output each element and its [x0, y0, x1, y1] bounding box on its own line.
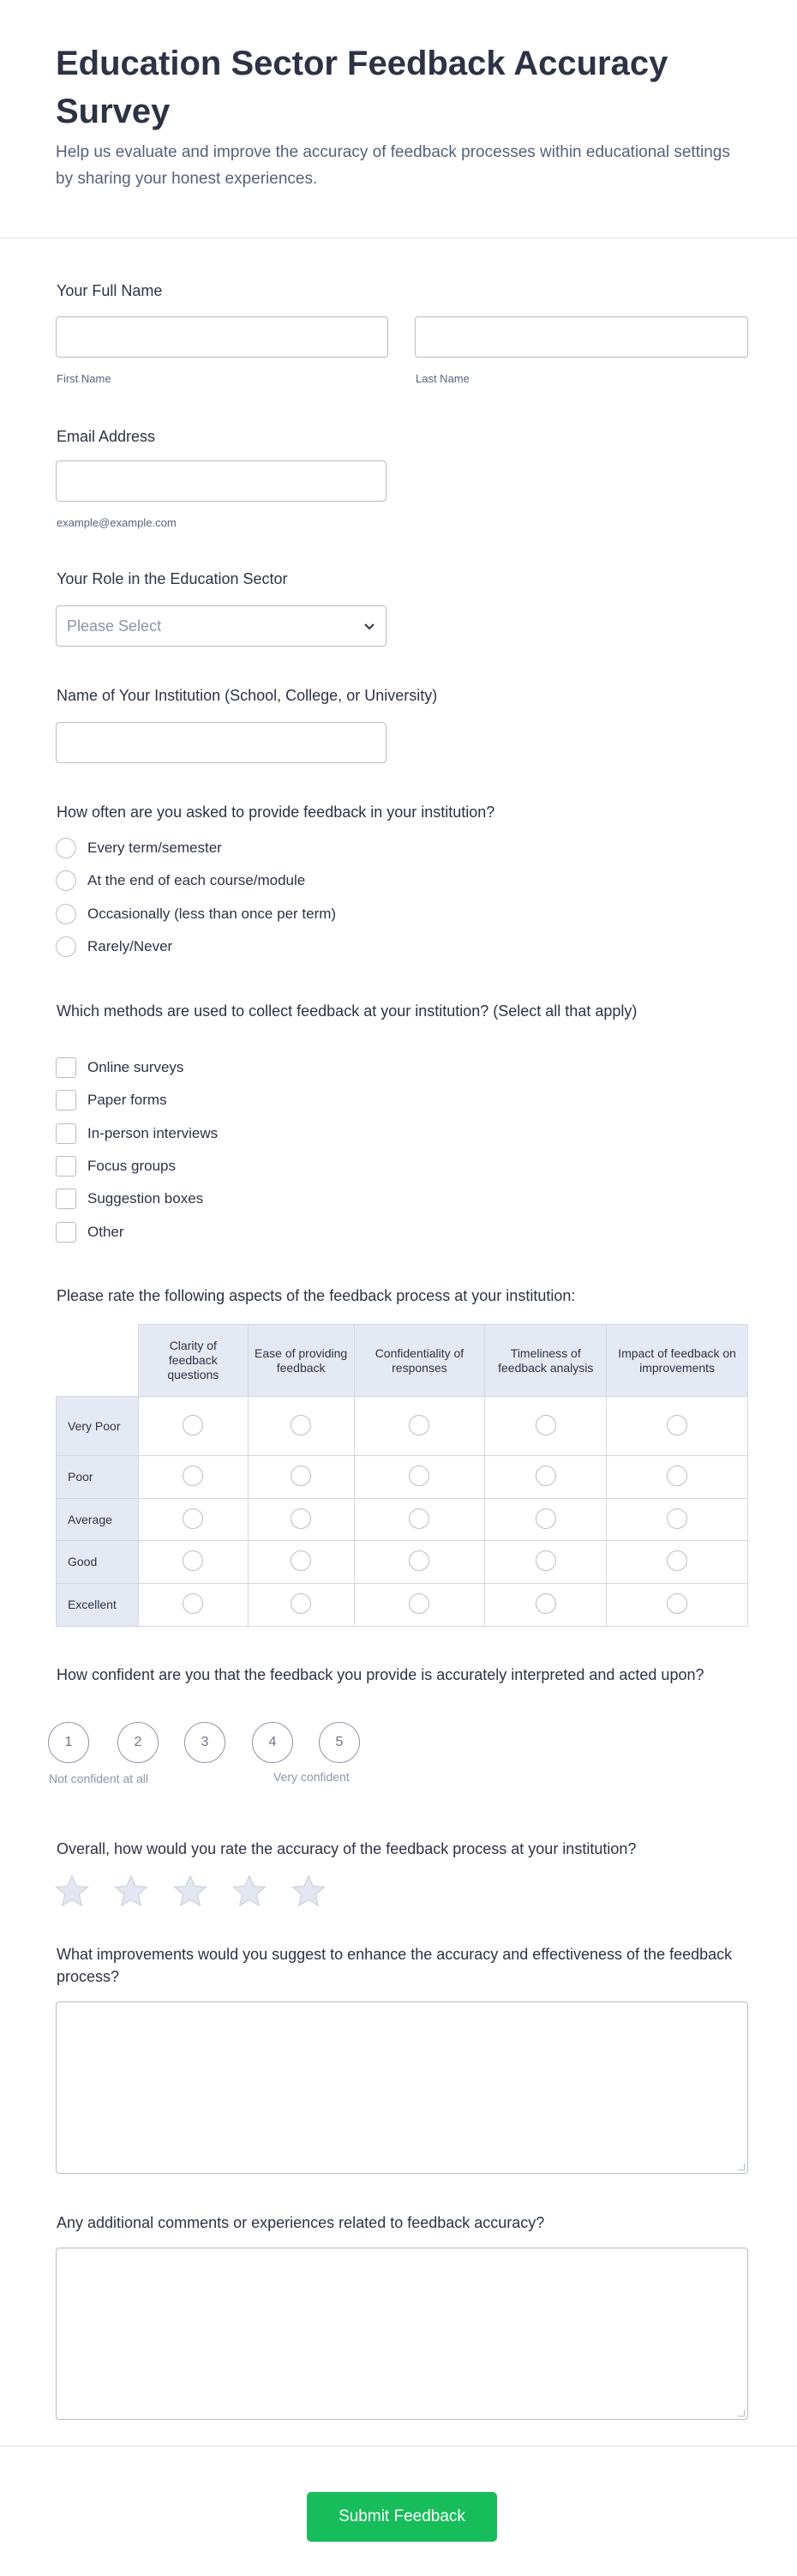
matrix-column-header: Confidentiality of responses: [354, 1325, 485, 1397]
page-subtitle: Help us evaluate and improve the accuracy of feedback processes within educational settings by sharing your honest experiences.: [56, 143, 730, 188]
first-name-sublabel: First Name: [57, 372, 111, 385]
matrix-cell[interactable]: [248, 1499, 354, 1541]
star-icon[interactable]: [173, 1875, 207, 1907]
checkbox-icon[interactable]: [56, 1156, 76, 1177]
matrix-cell[interactable]: [354, 1456, 485, 1499]
improvements-label: What improvements would you suggest to enhance the accuracy and effectiveness of the feedback process?: [57, 1946, 733, 1985]
institution-input[interactable]: [56, 722, 387, 763]
matrix-radio[interactable]: [291, 1593, 311, 1614]
matrix-cell[interactable]: [248, 1397, 354, 1456]
matrix-radio[interactable]: [291, 1550, 311, 1571]
matrix-radio[interactable]: [536, 1550, 556, 1571]
radio-circle-icon[interactable]: [56, 838, 76, 858]
matrix-radio[interactable]: [183, 1550, 203, 1571]
radio-option[interactable]: [56, 904, 336, 924]
matrix-cell[interactable]: [607, 1584, 748, 1627]
scale-option-2[interactable]: 2: [117, 1722, 159, 1763]
scale-high-label: Very confident: [273, 1770, 350, 1784]
matrix-column-header: Ease of providing feedback: [248, 1325, 354, 1397]
confidence-label: How confident are you that the feedback you provide is accurately interpreted and acted upon?: [57, 1666, 704, 1683]
matrix-radio[interactable]: [291, 1466, 311, 1486]
matrix-cell[interactable]: [138, 1541, 248, 1584]
matrix-cell[interactable]: [138, 1456, 248, 1499]
matrix-radio[interactable]: [536, 1466, 556, 1486]
radio-option[interactable]: [56, 838, 222, 858]
matrix-cell[interactable]: [138, 1584, 248, 1627]
radio-option[interactable]: [56, 936, 172, 957]
matrix-radio[interactable]: [667, 1593, 687, 1614]
last-name-sublabel: Last Name: [416, 372, 470, 385]
matrix-cell[interactable]: [485, 1584, 607, 1627]
matrix-cell[interactable]: [354, 1397, 485, 1456]
matrix-radio[interactable]: [291, 1508, 311, 1529]
scale-low-label: Not confident at all: [49, 1772, 148, 1785]
matrix-cell[interactable]: [248, 1584, 354, 1627]
methods-label: Which methods are used to collect feedback at your institution? (Select all that apply): [57, 1002, 638, 1020]
matrix-radio[interactable]: [536, 1508, 556, 1529]
matrix-cell[interactable]: [248, 1456, 354, 1499]
overall-label: Overall, how would you rate the accuracy of the feedback process at your institution?: [57, 1840, 637, 1857]
star-icon[interactable]: [291, 1875, 326, 1907]
role-label: Your Role in the Education Sector: [57, 570, 288, 587]
scale-option-3[interactable]: 3: [184, 1722, 225, 1763]
matrix-radio[interactable]: [667, 1466, 687, 1486]
scale-option-4[interactable]: 4: [252, 1722, 293, 1763]
matrix-radio[interactable]: [291, 1415, 311, 1435]
first-name-input[interactable]: [56, 316, 388, 358]
institution-label: Name of Your Institution (School, College, or University): [57, 687, 438, 704]
role-select-value: Please Select: [67, 617, 162, 635]
email-sublabel: example@example.com: [57, 516, 177, 529]
checkbox-option[interactable]: [56, 1057, 183, 1078]
scale-option-5[interactable]: 5: [319, 1722, 360, 1763]
checkbox-option[interactable]: [56, 1189, 203, 1209]
matrix-radio[interactable]: [536, 1415, 556, 1435]
radio-circle-icon[interactable]: [56, 904, 76, 924]
matrix-row: [57, 1397, 748, 1456]
rating-matrix: [56, 1324, 748, 1627]
comments-textarea[interactable]: [56, 2248, 748, 2420]
matrix-cell[interactable]: [485, 1499, 607, 1541]
matrix-radio[interactable]: [183, 1508, 203, 1529]
submit-button[interactable]: Submit Feedback: [307, 2492, 497, 2542]
matrix-corner: [57, 1325, 139, 1397]
checkbox-option-label: Paper forms: [87, 1092, 167, 1109]
matrix-radio[interactable]: [409, 1593, 429, 1614]
matrix-row-label: Excellent: [57, 1584, 139, 1627]
frequency-label: How often are you asked to provide feedback in your institution?: [57, 803, 495, 821]
radio-option-label: Occasionally (less than once per term): [87, 905, 337, 922]
matrix-column-header: Timeliness of feedback analysis: [485, 1325, 607, 1397]
email-input[interactable]: [56, 460, 387, 502]
matrix-radio[interactable]: [409, 1508, 429, 1529]
matrix-row-label: Very Poor: [57, 1397, 139, 1456]
matrix-cell[interactable]: [354, 1541, 485, 1584]
radio-option-label: Every term/semester: [87, 840, 222, 856]
radio-circle-icon[interactable]: [56, 870, 76, 891]
matrix-cell[interactable]: [485, 1397, 607, 1456]
star-icon[interactable]: [114, 1875, 148, 1907]
matrix-radio[interactable]: [183, 1593, 203, 1614]
checkbox-option-label: Other: [87, 1223, 124, 1240]
checkbox-icon[interactable]: [56, 1123, 76, 1144]
checkbox-option[interactable]: [56, 1156, 176, 1177]
page-title: Education Sector Feedback Accuracy Survey: [56, 45, 668, 130]
star-icon[interactable]: [232, 1875, 267, 1907]
matrix-cell[interactable]: [607, 1499, 748, 1541]
checkbox-option-label: Focus groups: [87, 1157, 176, 1174]
matrix-radio[interactable]: [667, 1415, 687, 1435]
matrix-row: [57, 1584, 748, 1627]
matrix-radio[interactable]: [536, 1593, 556, 1614]
matrix-radio[interactable]: [409, 1550, 429, 1571]
footer-divider: [0, 2446, 797, 2447]
resize-handle-icon[interactable]: [738, 2410, 745, 2417]
matrix-cell[interactable]: [607, 1456, 748, 1499]
matrix-cell[interactable]: [607, 1397, 748, 1456]
matrix-radio[interactable]: [667, 1550, 687, 1571]
resize-handle-icon[interactable]: [738, 2164, 745, 2170]
checkbox-icon[interactable]: [56, 1057, 76, 1078]
matrix-cell[interactable]: [138, 1499, 248, 1541]
matrix-radio[interactable]: [409, 1415, 429, 1435]
matrix-cell[interactable]: [138, 1397, 248, 1456]
matrix-cell[interactable]: [354, 1499, 485, 1541]
checkbox-icon[interactable]: [56, 1222, 76, 1243]
matrix-row: [57, 1499, 748, 1541]
checkbox-option[interactable]: [56, 1222, 124, 1243]
matrix-cell[interactable]: [248, 1541, 354, 1584]
checkbox-option-label: Suggestion boxes: [87, 1190, 204, 1207]
matrix-column-header: Clarity of feedback questions: [138, 1325, 248, 1397]
matrix-cell[interactable]: [485, 1456, 607, 1499]
matrix-row: [57, 1541, 748, 1584]
full-name-label: Your Full Name: [57, 282, 163, 299]
matrix-radio[interactable]: [667, 1508, 687, 1529]
scale-option-1[interactable]: 1: [48, 1722, 89, 1763]
checkbox-option-label: In-person interviews: [87, 1124, 219, 1141]
matrix-radio[interactable]: [183, 1415, 203, 1435]
radio-option[interactable]: [56, 870, 305, 891]
matrix-cell[interactable]: [485, 1541, 607, 1584]
radio-circle-icon[interactable]: [56, 936, 76, 957]
role-select[interactable]: [56, 605, 387, 647]
matrix-column-header: Impact of feedback on improvements: [607, 1325, 748, 1397]
checkbox-option-label: Online surveys: [87, 1059, 184, 1075]
matrix-row-label: Good: [57, 1541, 139, 1584]
matrix-label: Please rate the following aspects of the feedback process at your institution:: [57, 1287, 576, 1304]
comments-label: Any additional comments or experiences related to feedback accuracy?: [57, 2214, 545, 2231]
matrix-row-label: Poor: [57, 1456, 139, 1499]
chevron-down-icon: [363, 617, 375, 635]
star-icon[interactable]: [55, 1875, 89, 1907]
radio-option-label: Rarely/Never: [87, 938, 173, 955]
checkbox-icon[interactable]: [56, 1090, 76, 1110]
matrix-row: [57, 1456, 748, 1499]
radio-option-label: At the end of each course/module: [87, 872, 306, 889]
matrix-radio[interactable]: [183, 1466, 203, 1486]
improvements-textarea[interactable]: [56, 2001, 748, 2174]
last-name-input[interactable]: [415, 316, 748, 358]
matrix-cell[interactable]: [354, 1584, 485, 1627]
checkbox-option[interactable]: [56, 1123, 218, 1144]
email-label: Email Address: [57, 428, 156, 445]
matrix-radio[interactable]: [409, 1466, 429, 1486]
matrix-row-label: Average: [57, 1499, 139, 1541]
checkbox-option[interactable]: [56, 1090, 167, 1110]
matrix-cell[interactable]: [607, 1541, 748, 1584]
checkbox-icon[interactable]: [56, 1189, 76, 1209]
